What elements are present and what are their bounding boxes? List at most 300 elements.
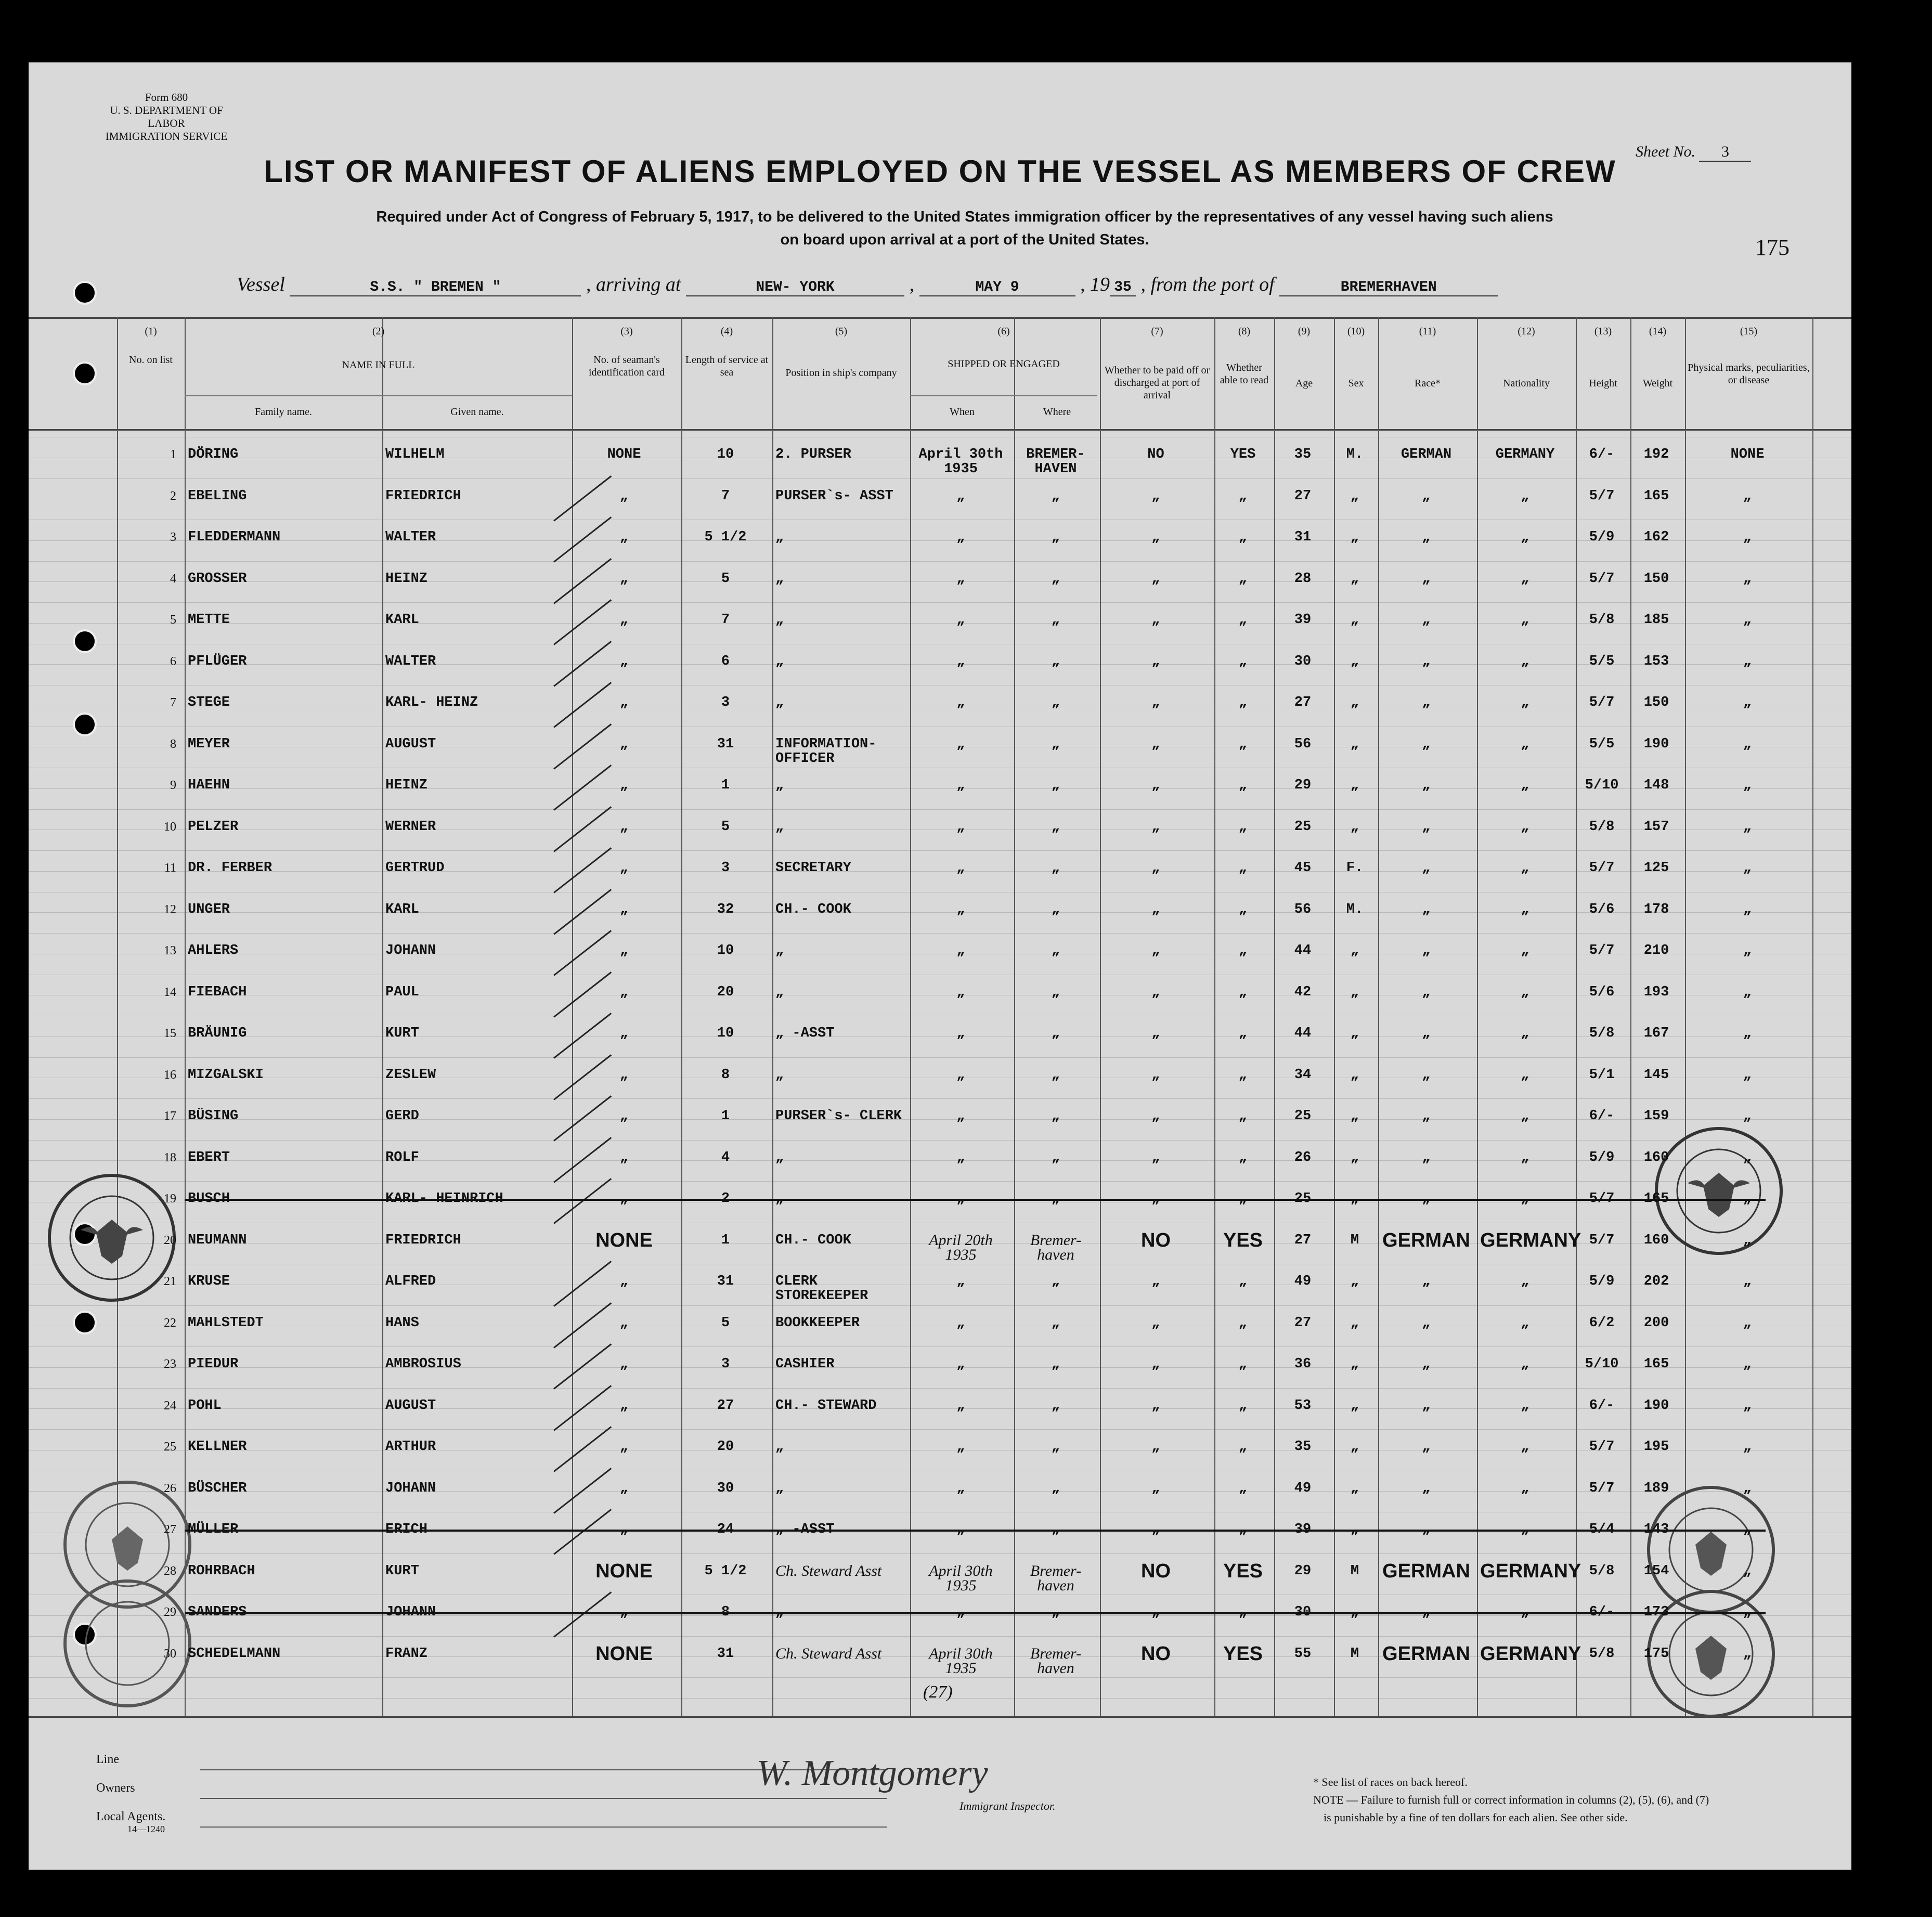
cell-service: 32 — [717, 901, 734, 917]
cell-card: „ — [619, 860, 629, 876]
year-value: 35 — [1110, 279, 1136, 296]
cell-card: „ — [619, 1439, 629, 1455]
cell-when: „ — [956, 1149, 965, 1165]
cell-position: Ch. Steward Asst — [775, 1562, 882, 1579]
cell-read: „ — [1238, 1067, 1248, 1083]
cell-where: „ — [1051, 695, 1060, 710]
cell-where: „ — [1051, 943, 1060, 958]
cell-no: 1 — [170, 448, 176, 461]
cell-race: „ — [1422, 695, 1431, 710]
table-row — [29, 778, 1851, 820]
cell-family: MIZGALSKI — [188, 1067, 264, 1083]
cell-marks: „ — [1743, 529, 1752, 545]
cell-age: 34 — [1294, 1067, 1312, 1083]
cell-family: AHLERS — [188, 943, 239, 958]
cell-age: 27 — [1294, 1315, 1312, 1331]
column-header: Sex — [1348, 378, 1364, 389]
cell-read: „ — [1238, 1480, 1248, 1496]
cell-given: WALTER — [385, 529, 436, 545]
cell-paid: „ — [1151, 1439, 1160, 1455]
cell-where: Bremer- haven — [1030, 1644, 1082, 1677]
cell-no: 6 — [170, 654, 176, 668]
cell-sex: „ — [1350, 1274, 1359, 1289]
cell-given: FRANZ — [385, 1646, 428, 1662]
cell-read: YES — [1223, 1642, 1263, 1665]
cell-marks: „ — [1743, 1026, 1752, 1041]
column-number: (12) — [1518, 326, 1535, 337]
cell-where: „ — [1051, 901, 1060, 917]
cell-nationality: „ — [1521, 1149, 1529, 1165]
cell-service: 5 — [721, 819, 730, 835]
table-row — [29, 613, 1851, 654]
cell-race: „ — [1422, 653, 1431, 669]
column-subheader: Family name. — [255, 406, 312, 418]
column-header: SHIPPED OR ENGAGED — [948, 358, 1060, 370]
cell-weight: 190 — [1643, 1397, 1669, 1414]
cell-age: 56 — [1294, 736, 1312, 752]
cell-read: „ — [1238, 943, 1248, 958]
cell-race: „ — [1422, 901, 1431, 917]
cell-service: 1 — [721, 1108, 730, 1124]
cell-marks: „ — [1743, 736, 1752, 752]
column-header: Race* — [1415, 378, 1441, 389]
cell-read: „ — [1238, 860, 1248, 876]
cell-when: „ — [956, 1356, 965, 1372]
cell-marks: NONE — [1730, 447, 1765, 462]
cell-age: 26 — [1294, 1149, 1312, 1165]
column-number: (2) — [372, 326, 385, 337]
cell-nationality: „ — [1521, 1356, 1529, 1372]
cell-service: 10 — [717, 447, 734, 462]
cell-height: 5/7 — [1589, 943, 1615, 958]
cell-given: AMBROSIUS — [385, 1356, 461, 1372]
cell-no: 16 — [164, 1068, 176, 1082]
cell-service: 3 — [721, 860, 730, 876]
cell-age: 25 — [1294, 819, 1312, 835]
cell-height: 5/10 — [1585, 1356, 1619, 1372]
cell-weight: 210 — [1643, 943, 1669, 958]
cell-height: 5/5 — [1589, 736, 1615, 752]
cell-nationality: GERMANY — [1480, 1642, 1581, 1665]
cell-card: NONE — [607, 447, 641, 462]
cell-race: „ — [1422, 529, 1431, 545]
cell-age: 35 — [1294, 1439, 1312, 1455]
cell-when: „ — [956, 1480, 965, 1496]
cell-height: 5/9 — [1589, 1149, 1615, 1165]
table-row — [29, 1605, 1851, 1647]
cell-position: CH.- COOK — [775, 901, 851, 917]
cell-family: GROSSER — [188, 571, 247, 587]
cell-read: „ — [1238, 653, 1248, 669]
cell-when: „ — [956, 860, 965, 876]
cell-marks: „ — [1743, 1356, 1752, 1372]
cell-race: „ — [1422, 1480, 1431, 1496]
cell-sex: F. — [1346, 860, 1364, 876]
cell-race: „ — [1422, 1397, 1431, 1414]
column-number: (7) — [1151, 326, 1163, 337]
footer-left — [96, 1753, 165, 1835]
cell-card: „ — [619, 1274, 629, 1289]
column-header: Height — [1589, 378, 1617, 389]
cell-when: „ — [956, 1315, 965, 1331]
cell-given: HEINZ — [385, 778, 428, 793]
cell-when: „ — [956, 1397, 965, 1414]
cell-nationality: „ — [1521, 653, 1529, 669]
cell-card: „ — [619, 1397, 629, 1414]
cell-family: BRÄUNIG — [188, 1026, 247, 1041]
table-row — [29, 1150, 1851, 1192]
cell-given: AUGUST — [385, 1397, 436, 1414]
cell-given: KURT — [385, 1026, 419, 1041]
cell-sex: „ — [1350, 612, 1359, 628]
cell-sex: M — [1350, 1232, 1359, 1248]
cell-service: 20 — [717, 984, 734, 1000]
cell-family: ROHRBACH — [188, 1563, 255, 1579]
cell-service: 5 1/2 — [704, 1563, 747, 1579]
cell-race: „ — [1422, 1274, 1431, 1289]
cell-position: Ch. Steward Asst — [775, 1644, 882, 1662]
cell-no: 17 — [164, 1109, 176, 1123]
cell-paid: „ — [1151, 695, 1160, 710]
cell-sex: „ — [1350, 529, 1359, 545]
cell-family: EBERT — [188, 1149, 230, 1165]
cell-given: ZESLEW — [385, 1067, 436, 1083]
cell-no: 19 — [164, 1192, 176, 1206]
punch-hole-icon — [73, 281, 97, 305]
cell-marks: „ — [1743, 1439, 1752, 1455]
cell-no: 10 — [164, 820, 176, 834]
cell-where: „ — [1051, 1274, 1060, 1289]
cell-paid: „ — [1151, 529, 1160, 545]
cell-family: KELLNER — [188, 1439, 247, 1455]
cell-service: 5 — [721, 571, 730, 587]
cell-sex: „ — [1350, 1480, 1359, 1496]
cell-paid: „ — [1151, 1108, 1160, 1124]
cell-given: JOHANN — [385, 943, 436, 958]
cell-read: YES — [1223, 1229, 1263, 1251]
cell-given: FRIEDRICH — [385, 1232, 461, 1248]
cell-paid: „ — [1151, 1149, 1160, 1165]
cell-sex: „ — [1350, 736, 1359, 752]
cell-read: „ — [1238, 1026, 1248, 1041]
cell-paid: „ — [1151, 819, 1160, 835]
column-subheader: When — [950, 406, 975, 418]
cell-given: PAUL — [385, 984, 419, 1000]
cell-position: SECRETARY — [775, 860, 851, 876]
cell-service: 5 — [721, 1315, 730, 1331]
column-number: (14) — [1649, 326, 1667, 337]
column-subheader: Given name. — [450, 406, 504, 418]
inspector-label: Immigrant Inspector. — [959, 1799, 1056, 1812]
cell-where: „ — [1051, 1439, 1060, 1455]
cell-read: „ — [1238, 695, 1248, 710]
cell-when: April 30th 1935 — [929, 1562, 993, 1594]
cell-race: „ — [1422, 1026, 1431, 1041]
cell-nationality: „ — [1521, 695, 1529, 710]
cell-age: 44 — [1294, 943, 1312, 958]
cell-no: 8 — [170, 737, 176, 751]
table-row — [29, 572, 1851, 613]
cell-family: FLEDDERMANN — [188, 529, 281, 545]
cell-position: CLERK STOREKEEPER — [775, 1274, 868, 1304]
cell-sex: „ — [1350, 653, 1359, 669]
arriving-label: , arriving at — [586, 274, 681, 295]
cell-height: 5/5 — [1589, 653, 1615, 669]
cell-no: 18 — [164, 1150, 176, 1164]
cell-no: 4 — [170, 572, 176, 586]
page-number: 175 — [1755, 235, 1790, 260]
column-number: (10) — [1347, 326, 1365, 337]
cell-read: YES — [1223, 1560, 1263, 1582]
cell-sex: „ — [1350, 488, 1359, 504]
cell-race: „ — [1422, 488, 1431, 504]
cell-weight: 160 — [1643, 1232, 1669, 1248]
cell-card: „ — [619, 778, 629, 793]
table-row — [29, 820, 1851, 861]
cell-height: 5/6 — [1589, 984, 1615, 1000]
date-value: MAY 9 — [919, 279, 1075, 296]
cell-age: 53 — [1294, 1397, 1312, 1414]
cell-paid: NO — [1141, 1642, 1171, 1665]
cell-age: 27 — [1294, 488, 1312, 504]
cell-given: HANS — [385, 1315, 419, 1331]
column-subheader: Where — [1043, 406, 1071, 418]
cell-race: „ — [1422, 1439, 1431, 1455]
cell-weight: 159 — [1643, 1108, 1669, 1124]
cell-nationality: „ — [1521, 571, 1529, 587]
cell-given: AUGUST — [385, 736, 436, 752]
cell-sex: „ — [1350, 778, 1359, 793]
cell-height: 5/1 — [1589, 1067, 1615, 1083]
cell-card: „ — [619, 612, 629, 628]
cell-read: „ — [1238, 901, 1248, 917]
cell-height: 5/7 — [1589, 1232, 1615, 1248]
cell-family: PIEDUR — [188, 1356, 239, 1372]
cell-marks: „ — [1743, 943, 1752, 958]
cell-sex: M. — [1346, 901, 1364, 917]
note-penalty-cont: is punishable by a fine of ten dollars for each alien. See other side. — [1324, 1811, 1628, 1824]
department-name: U. S. DEPARTMENT OF LABOR — [110, 104, 223, 129]
cell-service: 31 — [717, 736, 734, 752]
cell-where: „ — [1051, 1026, 1060, 1041]
cell-when: „ — [956, 943, 965, 958]
cell-race: GERMAN — [1382, 1229, 1470, 1251]
cell-weight: 145 — [1643, 1067, 1669, 1083]
column-header: Length of service at sea — [685, 354, 769, 378]
table-row — [29, 1316, 1851, 1357]
cell-family: DR. FERBER — [188, 860, 273, 876]
cell-position: „ — [775, 984, 784, 1000]
cell-where: „ — [1051, 860, 1060, 876]
cell-where: „ — [1051, 571, 1060, 587]
cell-no: 15 — [164, 1027, 176, 1040]
cell-no: 30 — [164, 1647, 176, 1661]
cell-service: 1 — [721, 778, 730, 793]
manifest-sheet — [29, 62, 1851, 1870]
cell-paid: „ — [1151, 1397, 1160, 1414]
line-label: Line — [96, 1753, 119, 1766]
cell-weight: 189 — [1643, 1480, 1669, 1496]
cell-marks: „ — [1743, 1232, 1752, 1248]
cell-height: 5/8 — [1589, 819, 1615, 835]
cell-no: 3 — [170, 530, 176, 544]
cell-family: STEGE — [188, 695, 230, 710]
cell-where: „ — [1051, 529, 1060, 545]
table-row — [29, 1357, 1851, 1398]
cell-service: 7 — [721, 612, 730, 628]
cell-nationality: „ — [1521, 984, 1529, 1000]
cell-marks: „ — [1743, 612, 1752, 628]
vessel-value: S.S. " BREMEN " — [290, 279, 581, 296]
cell-nationality: GERMANY — [1495, 447, 1555, 462]
cell-when: April 30th 1935 — [918, 447, 1003, 477]
cell-age: 27 — [1294, 695, 1312, 710]
cell-position: INFORMATION- OFFICER — [775, 736, 877, 767]
cell-sex: „ — [1350, 1149, 1359, 1165]
cell-paid: „ — [1151, 488, 1160, 504]
cell-given: KARL- HEINZ — [385, 695, 478, 710]
table-bottom-rule — [29, 1716, 1851, 1718]
cell-position: CH.- STEWARD — [775, 1397, 877, 1414]
cell-service: 27 — [717, 1397, 734, 1414]
cell-read: „ — [1238, 571, 1248, 587]
cell-race: „ — [1422, 778, 1431, 793]
cell-sex: „ — [1350, 1108, 1359, 1124]
cell-when: „ — [956, 1108, 965, 1124]
cell-read: „ — [1238, 1274, 1248, 1289]
cell-family: BÜSING — [188, 1108, 239, 1124]
cell-given: WERNER — [385, 819, 436, 835]
page-title: LIST OR MANIFEST OF ALIENS EMPLOYED ON THE VESSEL AS MEMBERS OF CREW — [264, 154, 1616, 189]
cell-service: 10 — [717, 943, 734, 958]
cell-when: April 20th 1935 — [929, 1231, 993, 1263]
cell-height: 5/9 — [1589, 1274, 1615, 1289]
cell-read: „ — [1238, 984, 1248, 1000]
cell-when: „ — [956, 695, 965, 710]
cell-nationality: „ — [1521, 529, 1529, 545]
cell-nationality: „ — [1521, 736, 1529, 752]
cell-position: „ — [775, 778, 784, 793]
cell-nationality: „ — [1521, 901, 1529, 917]
cell-where: „ — [1051, 653, 1060, 669]
cell-position: „ — [775, 1480, 784, 1496]
cell-read: „ — [1238, 1315, 1248, 1331]
form-number: Form 680 — [145, 91, 188, 103]
column-number: (9) — [1298, 326, 1311, 337]
cell-paid: NO — [1147, 447, 1164, 462]
cell-sex: „ — [1350, 571, 1359, 587]
note-races: * See list of races on back hereof. — [1313, 1776, 1468, 1789]
cell-no: 11 — [164, 861, 176, 875]
cell-card: „ — [619, 653, 629, 669]
cell-age: 35 — [1294, 447, 1312, 462]
cell-position: „ — [775, 819, 784, 835]
subtitle-line: Required under Act of Congress of February 5, 1917, to be delivered to the United States immigration officer by the representatives of any vessel having such aliens — [376, 209, 1553, 225]
cell-given: WALTER — [385, 653, 436, 669]
cell-paid: „ — [1151, 860, 1160, 876]
cell-nationality: GERMANY — [1480, 1560, 1581, 1582]
cell-given: ROLF — [385, 1149, 419, 1165]
cell-paid: „ — [1151, 1315, 1160, 1331]
table-row — [29, 861, 1851, 902]
cell-card: „ — [619, 736, 629, 752]
cell-where: „ — [1051, 1397, 1060, 1414]
cell-given: KARL — [385, 901, 419, 917]
cell-no: 27 — [164, 1523, 176, 1536]
cell-service: 5 1/2 — [704, 529, 747, 545]
cell-given: KARL — [385, 612, 419, 628]
cell-card: NONE — [595, 1229, 653, 1251]
cell-position: PURSER`s- CLERK — [775, 1108, 902, 1124]
from-label: , from the port of — [1140, 274, 1275, 295]
cell-card: „ — [619, 1356, 629, 1372]
cell-height: 5/9 — [1589, 529, 1615, 545]
cell-nationality: „ — [1521, 1480, 1529, 1496]
cell-read: YES — [1230, 447, 1256, 462]
table-row — [29, 1109, 1851, 1150]
cell-paid: NO — [1141, 1560, 1171, 1582]
cell-weight: 162 — [1643, 529, 1669, 545]
cell-nationality: „ — [1521, 1274, 1529, 1289]
cell-no: 14 — [164, 985, 176, 999]
cell-race: „ — [1422, 1315, 1431, 1331]
cell-paid: „ — [1151, 1026, 1160, 1041]
cell-service: 10 — [717, 1026, 734, 1041]
cell-given: ARTHUR — [385, 1439, 436, 1455]
cell-race: „ — [1422, 984, 1431, 1000]
cell-read: „ — [1238, 819, 1248, 835]
cell-position: „ — [775, 695, 784, 710]
cell-height: 5/8 — [1589, 1563, 1615, 1579]
page-subtitle — [263, 205, 1667, 251]
column-header: NAME IN FULL — [342, 359, 415, 371]
cell-race: GERMAN — [1382, 1642, 1470, 1665]
cell-marks: „ — [1743, 571, 1752, 587]
cell-card: „ — [619, 488, 629, 504]
cell-given: HEINZ — [385, 571, 428, 587]
cell-marks: „ — [1743, 1563, 1752, 1579]
owners-label: Owners — [96, 1781, 135, 1795]
cell-age: 42 — [1294, 984, 1312, 1000]
cell-when: „ — [956, 1439, 965, 1455]
cell-card: „ — [619, 1108, 629, 1124]
cell-no: 5 — [170, 613, 176, 627]
cell-where: BREMER- HAVEN — [1026, 447, 1085, 477]
subheader-rule — [910, 395, 1097, 396]
inspector-signature: W. Montgomery — [757, 1753, 988, 1793]
cell-age: 45 — [1294, 860, 1312, 876]
cell-position: „ — [775, 1149, 784, 1165]
cell-marks: „ — [1743, 1149, 1752, 1165]
cell-when: „ — [956, 778, 965, 793]
agents-rule — [200, 1827, 887, 1828]
cell-weight: 192 — [1643, 447, 1669, 462]
cell-nationality: „ — [1521, 860, 1529, 876]
cell-marks: „ — [1743, 695, 1752, 710]
column-header: No. on list — [129, 354, 173, 366]
cell-weight: 160 — [1643, 1149, 1669, 1165]
cell-card: „ — [619, 1067, 629, 1083]
cell-marks: „ — [1743, 819, 1752, 835]
cell-weight: 148 — [1643, 778, 1669, 793]
subtitle-line: on board upon arrival at a port of the United States. — [780, 231, 1149, 248]
cell-no: 2 — [170, 489, 176, 503]
cell-where: „ — [1051, 778, 1060, 793]
cell-card: „ — [619, 1026, 629, 1041]
cell-age: 30 — [1294, 653, 1312, 669]
cell-family: DÖRING — [188, 447, 239, 462]
arriving-value: NEW- YORK — [686, 279, 904, 296]
